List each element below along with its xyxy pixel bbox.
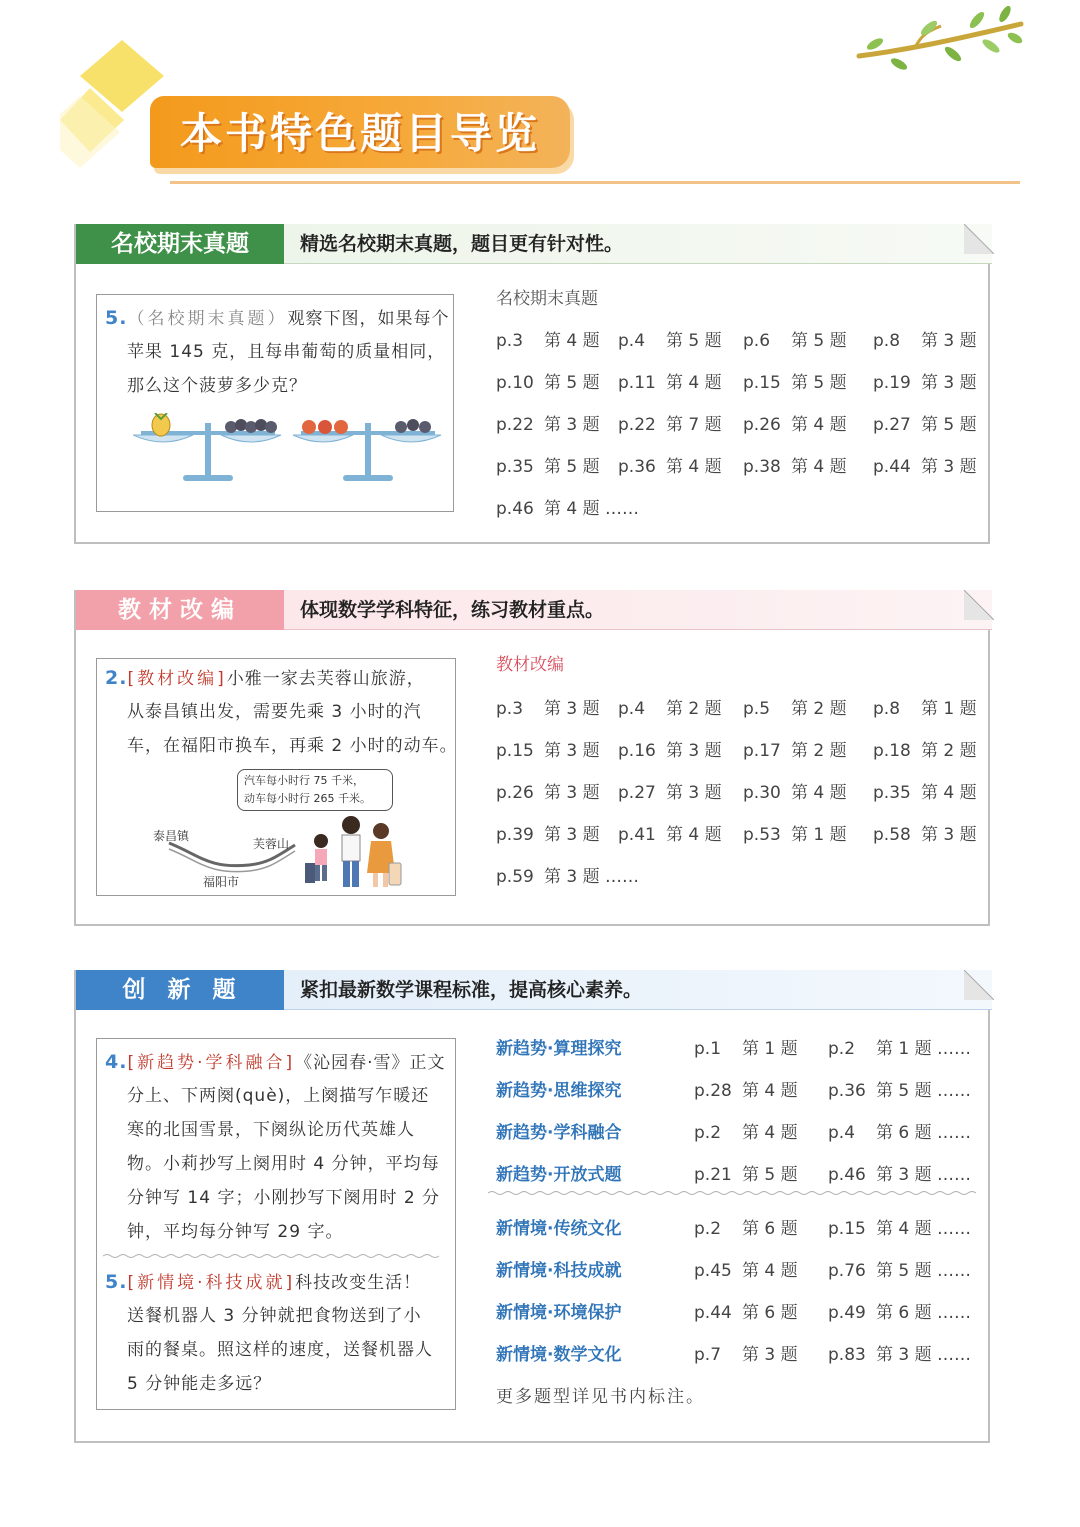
section-description: 精选名校期末真题，题目更有针对性。 <box>300 233 624 255</box>
section-textbook-adaptation <box>74 590 990 926</box>
reference-item: p.2 第 4 题 <box>694 1123 798 1143</box>
reference-item: p.15 第 4 题 …… <box>828 1219 972 1239</box>
reference-list-title: 名校期末真题 <box>496 289 598 309</box>
reference-item: p.22 第 3 题 <box>496 415 600 435</box>
question-text-line: 小雅一家去芙蓉山旅游， <box>226 669 425 689</box>
reference-item: p.83 第 3 题 …… <box>828 1345 972 1365</box>
section-description: 紧扣最新数学课程标准，提高核心素养。 <box>300 979 643 1001</box>
category-label: 新情境·环境保护 <box>496 1303 622 1323</box>
section-tab-label: 创新题 <box>76 970 284 1010</box>
category-label: 新趋势·开放式题 <box>496 1165 622 1185</box>
reference-item: p.8 第 3 题 <box>873 331 977 351</box>
page-fold-corner <box>964 590 994 620</box>
reference-item: p.15 第 5 题 <box>743 373 847 393</box>
example-problem-card <box>96 658 456 896</box>
reference-item: p.28 第 4 题 <box>694 1081 798 1101</box>
section-tab-label: 名校期末真题 <box>76 224 284 264</box>
section-innovative-questions <box>74 970 990 1443</box>
reference-item: p.39 第 3 题 <box>496 825 600 845</box>
reference-item: p.16 第 3 题 <box>618 741 722 761</box>
reference-item: p.46 第 4 题 …… <box>496 499 640 519</box>
family-travelers-illustration <box>303 815 403 891</box>
question-number: 5. <box>105 1271 128 1293</box>
section-description: 体现数学学科特征，练习教材重点。 <box>300 599 605 621</box>
more-questions-note: 更多题型详见书内标注。 <box>496 1387 705 1407</box>
example-problem-card <box>96 294 454 512</box>
section-header <box>76 970 992 1010</box>
category-label: 新情境·科技成就 <box>496 1261 622 1281</box>
section-header <box>76 224 992 264</box>
question-number: 2. <box>105 667 128 689</box>
question-text-line: 物。小莉抄写上阕用时 4 分钟，平均每 <box>127 1154 440 1174</box>
question-text-line: 车，在福阳市换车，再乘 2 小时的动车。 <box>127 736 458 756</box>
question-text-line: 5 分钟能走多远？ <box>127 1374 272 1394</box>
reference-item: p.30 第 4 题 <box>743 783 847 803</box>
question-tag: [新趋势·学科融合] <box>127 1053 296 1073</box>
category-label: 新趋势·思维探究 <box>496 1081 622 1101</box>
map-label-destination: 芙蓉山 <box>253 837 290 851</box>
question-text-line: 从泰昌镇出发，需要先乘 3 小时的汽 <box>127 702 422 722</box>
reference-item: p.53 第 1 题 <box>743 825 847 845</box>
question-text-line: 苹果 145 克，且每串葡萄的质量相同， <box>127 342 446 362</box>
question-text-line: 那么这个菠萝多少克？ <box>127 376 307 396</box>
question-tag: （名校期末真题） <box>127 309 288 329</box>
reference-item: p.41 第 4 题 <box>618 825 722 845</box>
leaf-branch-illustration <box>855 4 1025 84</box>
reference-item: p.4 第 5 题 <box>618 331 722 351</box>
reference-item: p.3 第 4 题 <box>496 331 600 351</box>
reference-item: p.21 第 5 题 <box>694 1165 798 1185</box>
category-label: 新情境·传统文化 <box>496 1219 622 1239</box>
example-problem-card <box>96 1038 456 1410</box>
category-label: 新趋势·算理探究 <box>496 1039 622 1059</box>
category-label: 新趋势·学科融合 <box>496 1123 622 1143</box>
reference-item: p.1 第 1 题 <box>694 1039 798 1059</box>
reference-item: p.5 第 2 题 <box>743 699 847 719</box>
question-number: 4. <box>105 1051 128 1073</box>
wavy-divider <box>488 1190 980 1196</box>
reference-item: p.17 第 2 题 <box>743 741 847 761</box>
reference-item: p.46 第 3 题 …… <box>828 1165 972 1185</box>
question-tag: [教材改编] <box>127 669 227 689</box>
reference-item: p.35 第 4 题 <box>873 783 977 803</box>
reference-item: p.58 第 3 题 <box>873 825 977 845</box>
question-number: 5. <box>105 307 128 329</box>
map-label-start: 泰昌镇 <box>153 829 190 843</box>
reference-item: p.36 第 5 题 …… <box>828 1081 972 1101</box>
reference-item: p.27 第 3 题 <box>618 783 722 803</box>
reference-item: p.59 第 3 题 …… <box>496 867 640 887</box>
reference-item: p.35 第 5 题 <box>496 457 600 477</box>
reference-item: p.44 第 6 题 <box>694 1303 798 1323</box>
page-fold-corner <box>964 224 994 254</box>
reference-item: p.2 第 6 题 <box>694 1219 798 1239</box>
reference-item: p.45 第 4 题 <box>694 1261 798 1281</box>
reference-item: p.38 第 4 题 <box>743 457 847 477</box>
reference-item: p.8 第 1 题 <box>873 699 977 719</box>
reference-item: p.4 第 2 题 <box>618 699 722 719</box>
question-text-line: 分上、下两阕(què)，上阕描写乍暖还 <box>127 1086 430 1106</box>
reference-item: p.10 第 5 题 <box>496 373 600 393</box>
reference-item: p.2 第 1 题 …… <box>828 1039 972 1059</box>
question-text-line: 寒的北国雪景，下阕纵论历代英雄人 <box>127 1120 415 1140</box>
reference-item: p.4 第 6 题 …… <box>828 1123 972 1143</box>
reference-item: p.18 第 2 题 <box>873 741 977 761</box>
reference-item: p.36 第 4 题 <box>618 457 722 477</box>
wavy-divider <box>103 1253 443 1259</box>
reference-item: p.49 第 6 题 …… <box>828 1303 972 1323</box>
page-fold-corner <box>964 970 994 1000</box>
bubble-text-line: 汽车每小时行 75 千米， <box>244 774 364 787</box>
question-text-line: 《沁园春·雪》正文 <box>295 1053 446 1073</box>
reference-item: p.27 第 5 题 <box>873 415 977 435</box>
reference-item: p.15 第 3 题 <box>496 741 600 761</box>
question-text-line: 送餐机器人 3 分钟就把食物送到了小 <box>127 1306 422 1326</box>
section-tab-label: 教材改编 <box>76 590 284 630</box>
speech-bubble <box>237 769 393 811</box>
reference-item: p.22 第 7 题 <box>618 415 722 435</box>
reference-item: p.26 第 4 题 <box>743 415 847 435</box>
reference-item: p.11 第 4 题 <box>618 373 722 393</box>
section-header <box>76 590 992 630</box>
reference-list-title: 教材改编 <box>496 655 564 675</box>
reference-item: p.3 第 3 题 <box>496 699 600 719</box>
balance-scales-illustration <box>133 413 443 483</box>
section-famous-school-exams <box>74 224 990 544</box>
page-title: 本书特色题目导览 <box>180 109 541 158</box>
question-text-line: 科技改变生活！ <box>295 1273 422 1293</box>
map-label-transfer: 福阳市 <box>203 875 240 889</box>
question-tag: [新情境·科技成就] <box>127 1273 296 1293</box>
category-label: 新情境·数学文化 <box>496 1345 622 1365</box>
question-text-line: 分钟写 14 字；小刚抄写下阕用时 2 分 <box>127 1188 441 1208</box>
reference-item: p.19 第 3 题 <box>873 373 977 393</box>
question-text-line: 观察下图，如果每个 <box>287 309 450 329</box>
reference-item: p.6 第 5 题 <box>743 331 847 351</box>
reference-item: p.76 第 5 题 …… <box>828 1261 972 1281</box>
title-underline <box>170 181 1020 184</box>
question-text-line: 雨的餐桌。照这样的速度，送餐机器人 <box>127 1340 433 1360</box>
bubble-text-line: 动车每小时行 265 千米。 <box>244 792 371 805</box>
reference-item: p.26 第 3 题 <box>496 783 600 803</box>
reference-item: p.7 第 3 题 <box>694 1345 798 1365</box>
reference-item: p.44 第 3 题 <box>873 457 977 477</box>
question-text-line: 钟，平均每分钟写 29 字。 <box>127 1222 344 1242</box>
